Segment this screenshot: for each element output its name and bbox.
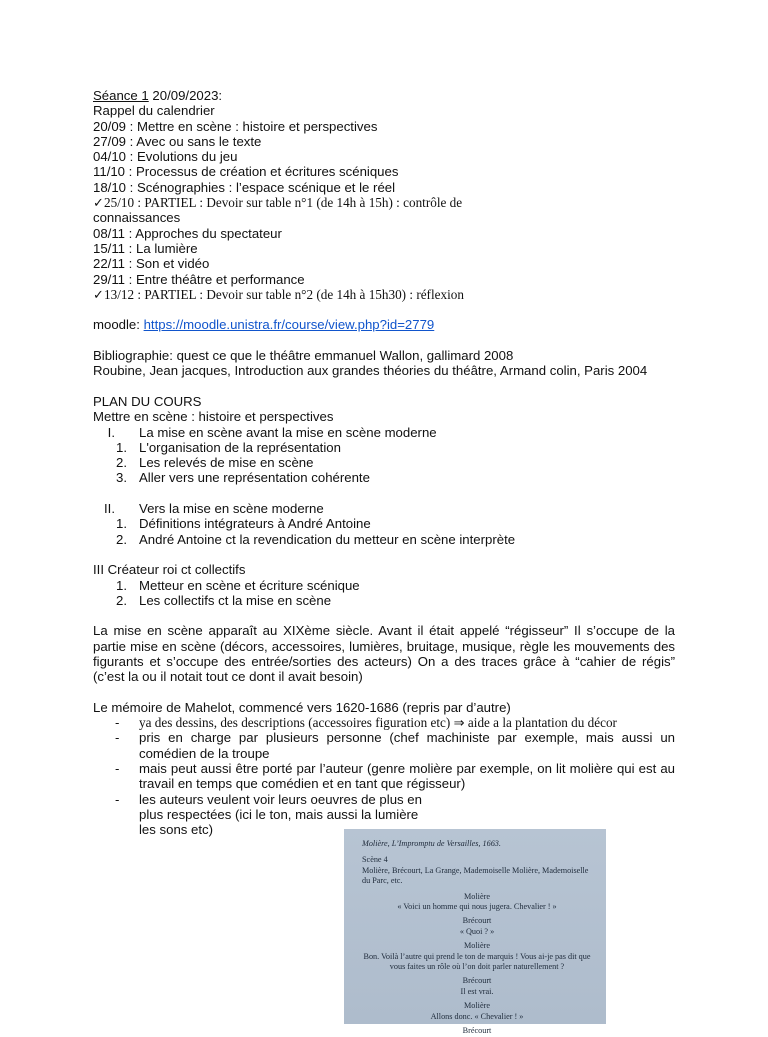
partiel-1-line: ✓25/10 : PARTIEL : Devoir sur table n°1 (de 14h à 15h) : contrôle de: [93, 195, 463, 211]
plan-subtitle: Mettre en scène : histoire et perspectives: [93, 409, 334, 425]
calendar-item: 18/10 : Scénographies : l’espace scénique et le réel: [93, 179, 396, 195]
excerpt-speaker: Molière: [464, 941, 490, 951]
plan-part-3: III Créateur roi ct collectifs: [93, 562, 246, 578]
calendar-item: 11/10 : Processus de création et écritures scéniques: [93, 164, 399, 180]
seance-label: Séance 1: [93, 88, 149, 103]
calendar-item: 22/11 : Son et vidéo: [93, 256, 210, 272]
partiel-1-continuation: connaissances: [93, 210, 181, 226]
excerpt-cast: Molière, Brécourt, La Grange, Mademoiselle Molière, Mademoiselle du Parc, etc.: [362, 865, 589, 886]
calendar-item: 29/11 : Entre théâtre et performance: [93, 271, 305, 287]
excerpt-speaker: Brécourt: [462, 1026, 492, 1036]
excerpt-line: « Voici un homme qui nous jugera. Chevalier ! »: [397, 902, 557, 912]
excerpt-speaker: Brécourt: [462, 976, 492, 986]
moodle-line: [93, 317, 675, 332]
seance-heading: [93, 88, 675, 103]
book-excerpt-photo: [344, 829, 606, 1036]
plan-item: 3. Aller vers une représentation cohérente: [116, 470, 370, 486]
bullet-item: - mais peut aussi être porté par l’auteur (genre molière par exemple, on lit molière qui est au travail en temps que comédien et en tant que régisseur): [115, 761, 675, 792]
excerpt-line: « Quoi ? »: [459, 926, 495, 936]
excerpt-line: Il est vrai.: [460, 986, 494, 996]
roman-numeral: II.: [104, 501, 115, 517]
calendar-subtitle: Rappel du calendrier: [93, 103, 215, 119]
excerpt-line: Bon. Voilà l’autre qui prend le ton de marquis ! Vous ai-je pas dit que vous faites un rôle où l’on doit parler naturellement ?: [363, 951, 591, 972]
excerpt-scene: Scène 4: [362, 855, 388, 865]
excerpt-title: Molière, L’Impromptu de Versailles, 1663.: [362, 839, 501, 848]
plan-title: PLAN DU COURS: [93, 393, 202, 409]
plan-part-label: Vers la mise en scène moderne: [139, 501, 324, 517]
bullet-item: - ya des dessins, des descriptions (accessoires figuration etc) ⇒ aide a la plantation du décor: [115, 715, 617, 731]
body-paragraph: La mise en scène apparaît au XIXème siècle. Avant il était appelé “régisseur” Il s’occupe de la partie mise en scène (décors, accessoires, lumières, bruitage, musique, règle les mouvements des figurants et s’occupe des entrée/sorties des acteurs) On a des traces grâce à “cahier de régis” (c’est la ou il notait tout ce dont il avait besoin): [93, 623, 675, 685]
excerpt-speaker: Brécourt: [462, 916, 492, 926]
memoire-title: Le mémoire de Mahelot, commencé vers 1620-1686 (repris par d’autre): [93, 699, 511, 715]
plan-item: 2. Les collectifs ct la mise en scène: [116, 592, 332, 608]
plan-item: 1. Définitions intégrateurs à André Antoine: [116, 516, 371, 532]
bibliography-entry: Roubine, Jean jacques, Introduction aux grandes théories du théâtre, Armand colin, Paris 2004: [93, 363, 648, 379]
plan-part-2: [93, 501, 675, 516]
bullet-item: - les auteurs veulent voir leurs oeuvres de plus en plus respectées (ici le ton, mais aussi la lumière les sons etc): [115, 791, 422, 838]
calendar-item: 04/10 : Evolutions du jeu: [93, 149, 238, 165]
calendar-item: 15/11 : La lumière: [93, 240, 198, 256]
bullet-item: - pris en charge par plusieurs personne (chef machiniste par exemple, mais aussi un comédien de la troupe: [115, 730, 675, 761]
plan-item: 1. Metteur en scène et écriture scénique: [116, 577, 360, 593]
excerpt-line: Allons donc. « Chevalier ! »: [430, 1011, 524, 1021]
document-page: [93, 88, 675, 838]
plan-part-1: [93, 425, 675, 440]
plan-item: 2. Les relevés de mise en scène: [116, 455, 314, 471]
seance-date: 20/09/2023:: [148, 88, 223, 103]
bibliography-line: Bibliographie: quest ce que le théâtre emmanuel Wallon, gallimard 2008: [93, 348, 514, 364]
excerpt-speaker: Molière: [464, 1001, 490, 1011]
moodle-link[interactable]: https://moodle.unistra.fr/course/view.php?id=2779: [143, 317, 435, 333]
calendar-item: 08/11 : Approches du spectateur: [93, 225, 282, 241]
moodle-label: moodle:: [93, 317, 144, 333]
partiel-2-line: ✓13/12 : PARTIEL : Devoir sur table n°2 (de 14h à 15h30) : réflexion: [93, 286, 464, 302]
plan-item: 1. L'organisation de la représentation: [116, 439, 341, 455]
plan-item: 2. André Antoine ct la revendication du metteur en scène interprète: [116, 531, 516, 547]
calendar-item: 20/09 : Mettre en scène : histoire et perspectives: [93, 118, 378, 134]
excerpt-speaker: Molière: [464, 891, 490, 901]
calendar-item: 27/09 : Avec ou sans le texte: [93, 133, 262, 149]
plan-part-label: La mise en scène avant la mise en scène moderne: [139, 424, 437, 440]
roman-numeral: I.: [107, 424, 115, 440]
